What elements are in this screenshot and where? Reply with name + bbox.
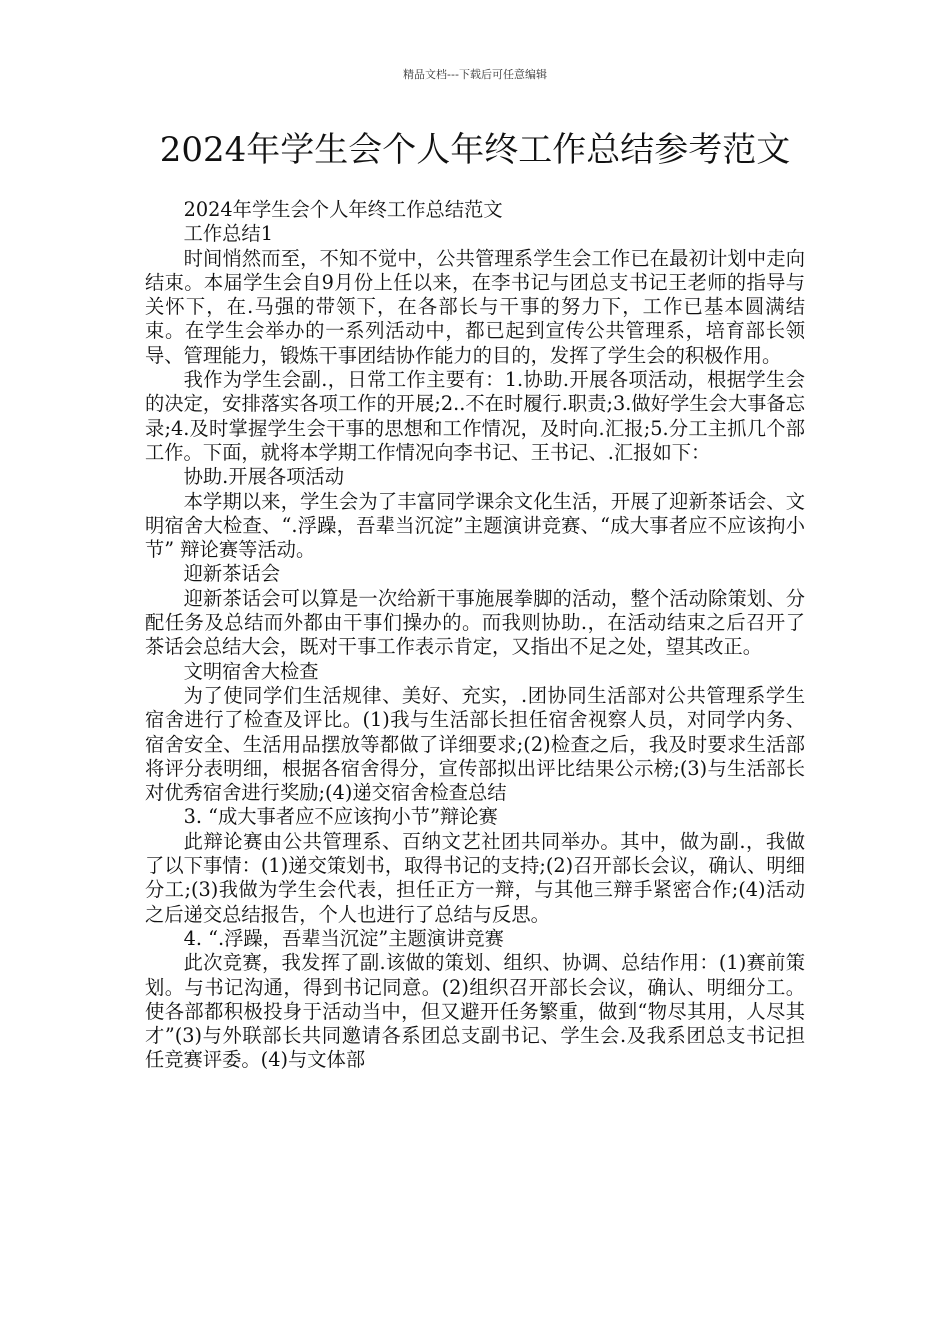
section-heading: 4. “.浮躁，吾辈当沉淀”主题演讲竞赛 [183,926,504,950]
section-heading: 协助.开展各项活动 [183,465,344,489]
body-paragraph: 我作为学生会副.，日常工作主要有：1.协助.开展各项活动，根据学生会的决定，安排落实各项工作的开展;2..不在时履行.职责;3.做好学生会大事备忘录;4.及时掌握学生会干事的思想和工作情况，及时向.汇报;5.分工主抓几个部工作。下面，就将本学期工作情况向李书记、王书记、.汇报如下： [145,368,805,464]
document-body [145,198,805,1073]
body-paragraph: 本学期以来，学生会为了丰富同学课余文化生活，开展了迎新茶话会、文明宿舍大检查、“.浮躁，吾辈当沉淀”主题演讲竞赛、“成大事者应不应该拘小节” 辩论赛等活动。 [145,489,805,562]
body-paragraph: 为了使同学们生活规律、美好、充实，.团协同生活部对公共管理系学生宿舍进行了检查及评比。(1)我与生活部长担任宿舍视察人员，对同学内务、宿舍安全、生活用品摆放等都做了详细要求;(2)检查之后，我及时要求生活部将评分表明细，根据各宿舍得分，宣传部拟出评比结果公示榜;(3)与生活部长对优秀宿舍进行奖励;(4)递交宿舍检查总结 [145,683,805,805]
section-heading: 迎新茶话会 [183,562,280,586]
document-title: 2024年学生会个人年终工作总结参考范文 [159,130,791,170]
section-heading: 3. “成大事者应不应该拘小节”辩论赛 [183,805,498,829]
section-heading: 工作总结1 [183,222,273,246]
body-paragraph: 此辩论赛由公共管理系、百纳文艺社团共同举办。其中，做为副.，我做了以下事情：(1)递交策划书，取得书记的支持;(2)召开部长会议，确认、明细分工;(3)我做为学生会代表，担任正方一辩，与其他三辩手紧密合作;(4)活动之后递交总结报告，个人也进行了总结与反思。 [145,829,805,926]
page-header-note: 精品文档---下载后可任意编辑 [403,68,547,81]
body-paragraph: 迎新茶话会可以算是一次给新干事施展拳脚的活动，整个活动除策划、分配任务及总结而外都由干事们操办的。而我则协助.，在活动结束之后召开了茶话会总结大会，既对干事工作表示肯定，又指出不足之处，望其改正。 [145,586,805,659]
body-paragraph: 此次竞赛，我发挥了副.该做的策划、组织、协调、总结作用：(1)赛前策划。与书记沟通，得到书记同意。(2)组织召开部长会议，确认、明细分工。使各部都积极投身于活动当中，但又避开任务繁重，做到“物尽其用，人尽其才”(3)与外联部长共同邀请各系团总支副书记、学生会.及我系团总支书记担任竞赛评委。(4)与文体部 [145,951,805,1072]
body-paragraph: 时间悄然而至，不知不觉中，公共管理系学生会工作已在最初计划中走向结束。本届学生会自9月份上任以来，在李书记与团总支书记王老师的指导与关怀下，在.马强的带领下，在各部长与干事的努力下，工作已基本圆满结束。在学生会举办的一系列活动中，都已起到宣传公共管理系，培育部长领导、管理能力，锻炼干事团结协作能力的目的，发挥了学生会的积极作用。 [145,246,805,367]
subtitle-paragraph: 2024年学生会个人年终工作总结范文 [183,198,503,221]
section-heading: 文明宿舍大检查 [183,659,319,683]
